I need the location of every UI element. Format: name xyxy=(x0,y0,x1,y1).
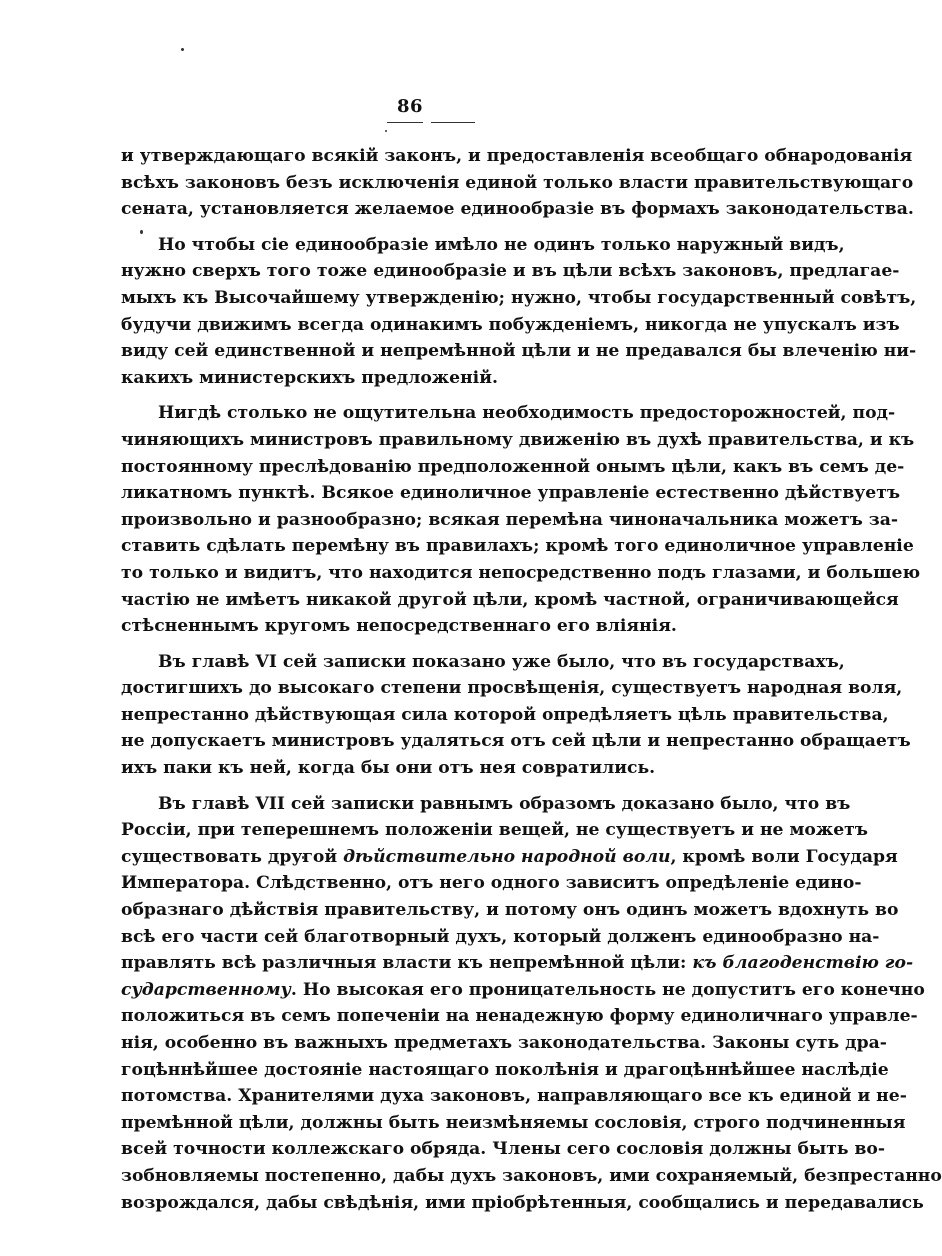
paragraph-gap xyxy=(121,391,751,400)
text-line: Но чтобы сіе единообразіе имѣло не одинъ только наружный видъ, xyxy=(158,234,845,255)
paragraph xyxy=(121,791,942,1217)
paragraph xyxy=(121,143,914,223)
text-line: Въ главѣ VI сей записки показано уже было, что въ государствахъ, xyxy=(158,651,845,672)
body-text xyxy=(121,143,942,1216)
italic-emphasis: къ благоденствію го- xyxy=(692,953,914,974)
italic-emphasis: сударственному xyxy=(121,979,291,1000)
text-line: то только и видитъ, что находится непосредственно подъ глазами, и большею xyxy=(121,562,921,583)
text-line: возрождался, дабы свѣдѣнія, ими пріобрѣтенныя, сообщались и передавались xyxy=(121,1192,924,1213)
text-line: образнаго дѣйствія правительству, и потому онъ одинъ можетъ вдохнуть во xyxy=(121,900,899,921)
page-number-rule xyxy=(387,122,475,123)
paragraph xyxy=(121,400,921,639)
print-speck xyxy=(385,130,387,132)
text-line: потомства. Хранителями духа законовъ, направляющаго все къ единой и не- xyxy=(121,1086,907,1107)
text-line: Нигдѣ столько не ощутительна необходимость предосторожностей, под- xyxy=(158,403,896,424)
paragraph-gap xyxy=(121,640,751,649)
text-line: непрестанно дѣйствующая сила которой опредѣляетъ цѣль правительства, xyxy=(121,704,889,725)
text-line: зобновляемы постепенно, дабы духъ законовъ, ими сохраняемый, безпрестанно xyxy=(121,1165,942,1186)
text-line: всей точности коллежскаго обряда. Члены сего сословія должны быть во- xyxy=(121,1139,886,1160)
text-line: нужно сверхъ того тоже единообразіе и въ цѣли всѣхъ законовъ, предлагае- xyxy=(121,261,900,282)
text-line: и утверждающаго всякій законъ, и предоставленія всеобщаго обнародованія xyxy=(121,146,913,166)
text-line: всѣ его части сей благотворный духъ, который долженъ единообразно на- xyxy=(121,926,880,947)
text-line: гоцѣннѣйшее достояніе настоящаго поколѣнія и драгоцѣннѣйшее наслѣдіе xyxy=(121,1059,889,1080)
text-line: всѣхъ законовъ безъ исключенія единой только власти правительствующаго xyxy=(121,172,914,193)
text-line: ихъ паки къ ней, когда бы они отъ нея совратились. xyxy=(121,758,656,779)
text-line: правлять всѣ различныя власти къ непремѣнной цѣли: къ благоденствію го- xyxy=(121,953,914,974)
print-speck xyxy=(181,48,184,51)
text-line: Въ главѣ VII сей записки равнымъ образомъ доказано было, что въ xyxy=(158,793,851,814)
text-line: сената, установляется желаемое единообразіе въ формахъ законодательства. xyxy=(121,199,914,220)
text-line: премѣнной цѣли, должны быть неизмѣняемы сословія, строго подчиненныя xyxy=(121,1112,906,1133)
text-line: ставить сдѣлать перемѣну въ правилахъ; кромѣ того единоличное управленіе xyxy=(121,536,914,557)
paragraph xyxy=(121,232,917,392)
text-line: постоянному преслѣдованію предположенной онымъ цѣли, какъ въ семъ де- xyxy=(121,456,905,477)
text-line: положиться въ семъ попеченіи на ненадежную форму единоличнаго управле- xyxy=(121,1006,918,1027)
text-line: мыхъ къ Высочайшему утвержденію; нужно, чтобы государственный совѣтъ, xyxy=(121,287,917,308)
text-line: стѣсненнымъ кругомъ непосредственнаго его вліянія. xyxy=(121,616,677,637)
text-line: частію не имѣетъ никакой другой цѣли, кромѣ частной, ограничивающейся xyxy=(121,589,899,610)
text-line: существовать другой дѣйствительно народной воли, кромѣ воли Государя xyxy=(121,846,898,867)
paragraph-gap xyxy=(121,782,751,791)
text-line: нія, особенно въ важныхъ предметахъ законодательства. Законы суть дра- xyxy=(121,1033,887,1053)
text-line: чиняющихъ министровъ правильному движенію въ духѣ правительства, и къ xyxy=(121,429,915,450)
text-line: Россіи, при теперешнемъ положеніи вещей, не существуетъ и не можетъ xyxy=(121,820,868,841)
paragraph-gap xyxy=(121,223,751,232)
italic-emphasis: дѣйствительно народной воли xyxy=(343,846,671,867)
text-line: какихъ министерскихъ предложеній. xyxy=(121,367,498,388)
text-line: не допускаетъ министровъ удаляться отъ сей цѣли и непрестанно обращаетъ xyxy=(121,731,911,752)
text-line: будучи движимъ всегда одинакимъ побужденіемъ, никогда не упускалъ изъ xyxy=(121,314,900,335)
paragraph xyxy=(121,649,911,782)
text-line: произвольно и разнообразно; всякая перемѣна чиноначальника можетъ за- xyxy=(121,509,899,530)
text-line: виду сей единственной и непремѣнной цѣли и не предавался бы влеченію ни- xyxy=(121,341,917,362)
text-line: Императора. Слѣдственно, отъ него одного зависитъ опредѣленіе едино- xyxy=(121,873,862,894)
text-line: ликатномъ пунктѣ. Всякое единоличное управленіе естественно дѣйствуетъ xyxy=(121,483,901,504)
text-line: сударственному. Но высокая его проницательность не допуститъ его конечно xyxy=(121,979,925,1000)
page-number: 86 xyxy=(396,96,424,117)
text-line: достигшихъ до высокаго степени просвѣщенія, существуетъ народная воля, xyxy=(121,678,903,699)
